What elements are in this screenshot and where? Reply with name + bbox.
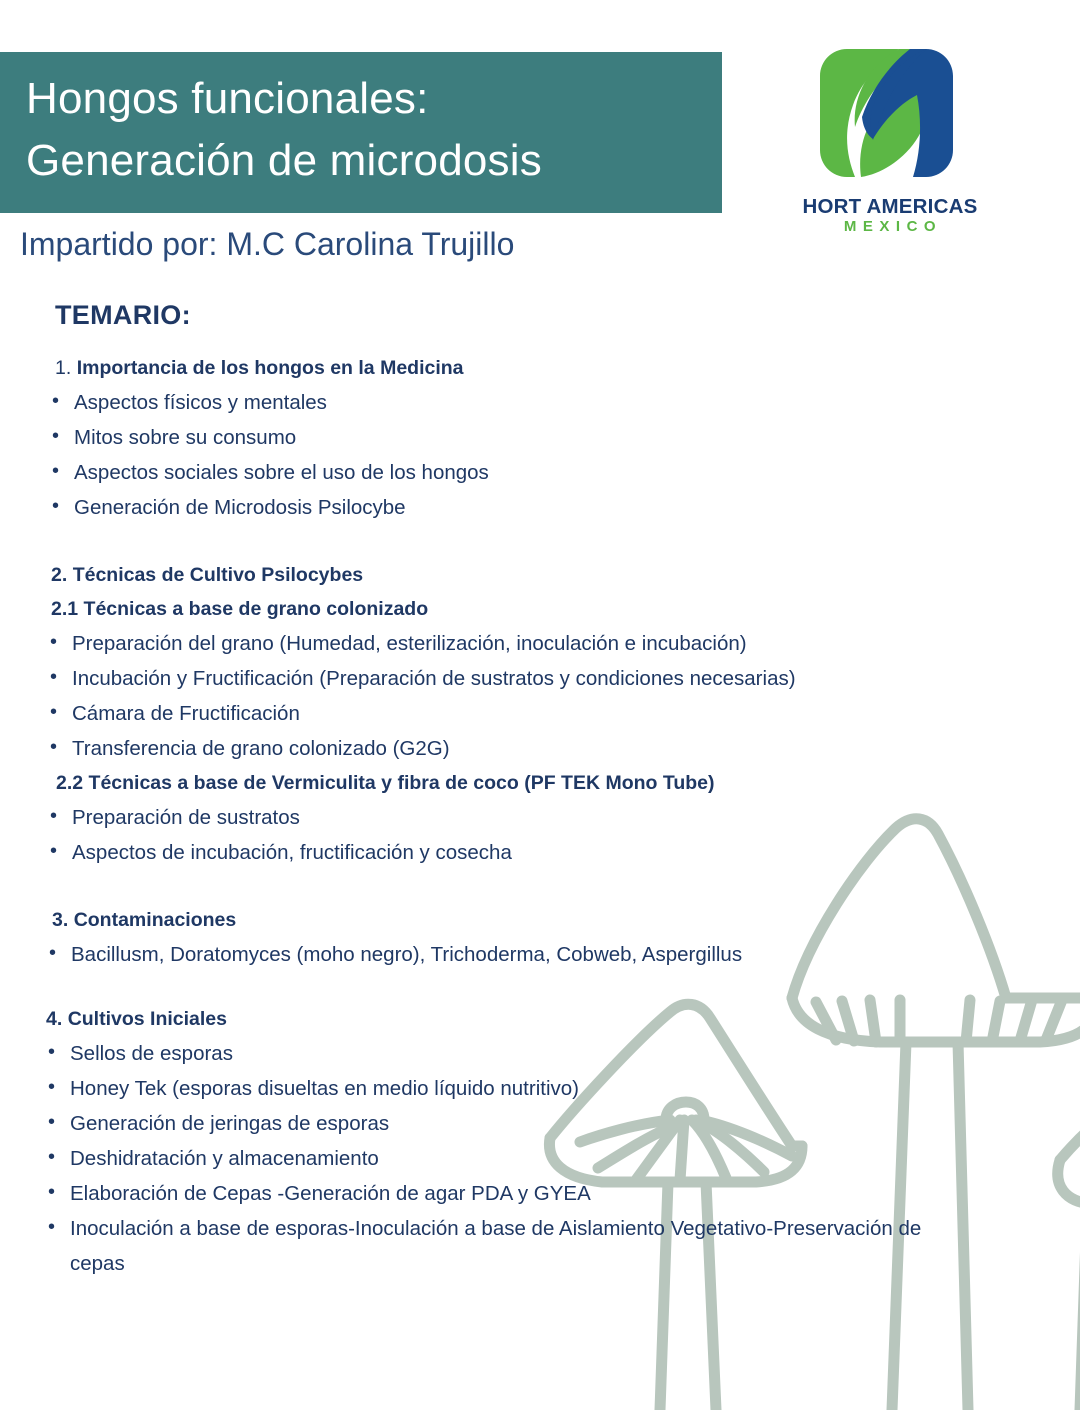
section-2-2-heading xyxy=(56,766,1080,800)
section-1-heading xyxy=(55,351,1080,385)
hort-americas-leaf-h-logo-icon xyxy=(815,44,965,194)
list-item: • Mitos sobre su consumo xyxy=(52,420,954,455)
list-item: • Cámara de Fructificación xyxy=(50,696,952,731)
section-3-number: 3. xyxy=(52,909,69,931)
section-2-1-title: Técnicas a base de grano colonizado xyxy=(83,598,429,620)
list-item: • Aspectos físicos y mentales xyxy=(52,385,954,420)
list-item: • Generación de Microdosis Psilocybe xyxy=(52,490,954,525)
section-1-title: Importancia de los hongos en la Medicina xyxy=(76,357,464,379)
section-4-heading xyxy=(46,1002,1080,1036)
section-4-title: Cultivos Iniciales xyxy=(67,1008,227,1030)
section-3 xyxy=(0,903,1080,972)
section-spacer xyxy=(0,972,1080,1002)
section-2-heading xyxy=(51,558,1080,592)
title-banner xyxy=(0,52,722,213)
section-3-heading xyxy=(52,903,1080,937)
section-2-2-title: Técnicas a base de Vermiculita y fibra de coco (PF TEK Mono Tube) xyxy=(88,772,715,794)
logo-wordmark: HORT AMERICAS xyxy=(802,195,978,218)
section-2-1-heading xyxy=(51,592,1080,626)
section-3-title: Contaminaciones xyxy=(73,909,237,931)
section-2-1-number: 2.1 xyxy=(51,598,79,620)
logo-sub-wordmark: MEXICO xyxy=(843,218,943,235)
section-2-2-number: 2.2 xyxy=(56,772,84,794)
title-line-1: Hongos funcionales: xyxy=(26,74,429,123)
section-4 xyxy=(0,1002,1080,1281)
section-1-bullet-list xyxy=(0,385,1080,525)
section-3-bullet-list xyxy=(0,937,1080,972)
presenter-subtitle: Impartido por: M.C Carolina Trujillo xyxy=(20,226,515,262)
section-1-number: 1. xyxy=(55,357,72,379)
list-item: • Generación de jeringas de esporas xyxy=(48,1106,950,1141)
section-2-1-bullet-list xyxy=(0,626,1080,766)
list-item: • Bacillusm, Doratomyces (moho negro), Trichoderma, Cobweb, Aspergillus xyxy=(49,937,951,972)
hort-americas-logo xyxy=(792,44,988,246)
section-2 xyxy=(0,558,1080,870)
list-item: • Aspectos de incubación, fructificación y cosecha xyxy=(50,835,952,870)
list-item: • Preparación de sustratos xyxy=(50,800,952,835)
section-2-title: Técnicas de Cultivo Psilocybes xyxy=(72,564,364,586)
list-item: • Inoculación a base de esporas-Inoculación a base de Aislamiento Vegetativo-Preservación de cepas xyxy=(48,1211,950,1281)
list-item: • Aspectos sociales sobre el uso de los hongos xyxy=(52,455,954,490)
list-item: • Sellos de esporas xyxy=(48,1036,950,1071)
list-item: • Transferencia de grano colonizado (G2G) xyxy=(50,731,952,766)
temario-heading: TEMARIO: xyxy=(55,300,191,330)
section-4-number: 4. xyxy=(46,1008,63,1030)
temario-content xyxy=(0,300,1080,1281)
list-item: • Elaboración de Cepas -Generación de agar PDA y GYEA xyxy=(48,1176,950,1211)
section-spacer xyxy=(0,870,1080,903)
section-4-bullet-list xyxy=(0,1036,1080,1281)
list-item: • Honey Tek (esporas disueltas en medio líquido nutritivo) xyxy=(48,1071,950,1106)
section-1 xyxy=(0,351,1080,525)
section-2-number: 2. xyxy=(51,564,68,586)
list-item: • Incubación y Fructificación (Preparación de sustratos y condiciones necesarias) xyxy=(50,661,952,696)
list-item: • Preparación del grano (Humedad, esterilización, inoculación e incubación) xyxy=(50,626,952,661)
title-line-2: Generación de microdosis xyxy=(26,136,542,185)
section-spacer xyxy=(0,525,1080,558)
list-item: • Deshidratación y almacenamiento xyxy=(48,1141,950,1176)
section-2-2-bullet-list xyxy=(0,800,1080,870)
